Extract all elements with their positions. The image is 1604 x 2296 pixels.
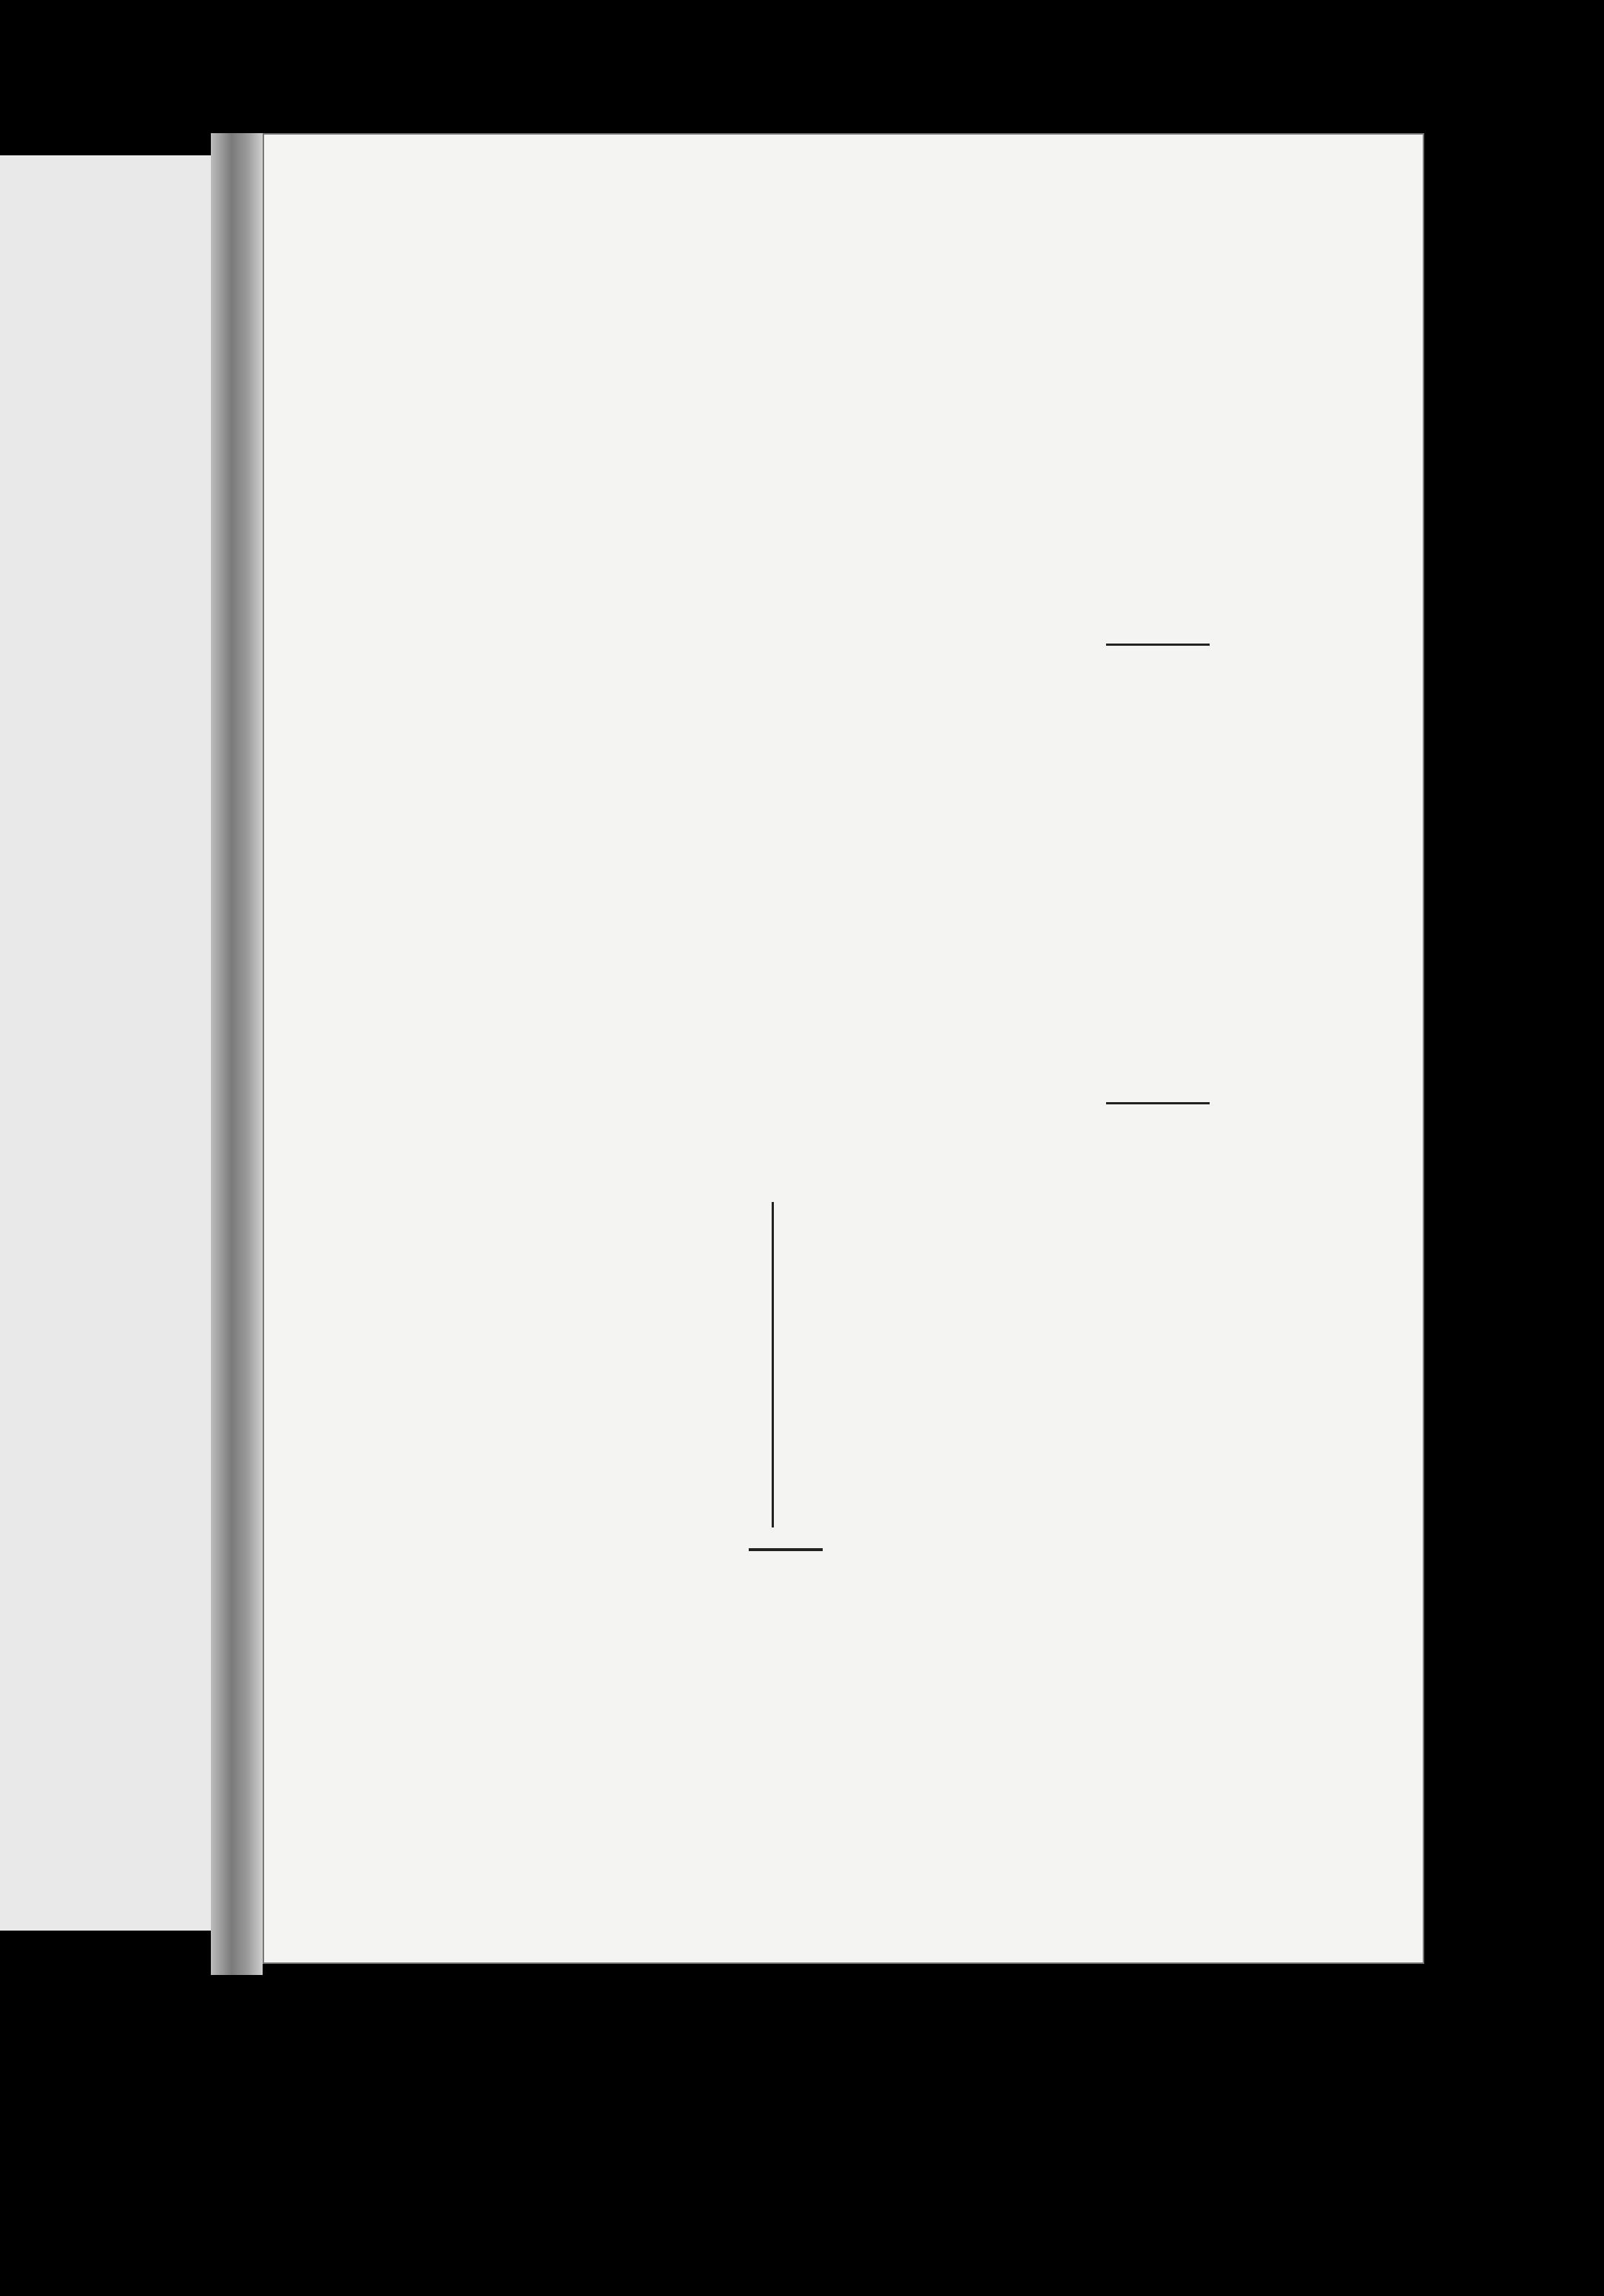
- section-divider: [749, 1548, 823, 1551]
- holdings-total-rule: [1106, 1102, 1210, 1104]
- page-21: [263, 133, 1424, 1964]
- left-page-fragment: [0, 155, 211, 1931]
- book-spine: [211, 133, 263, 1975]
- memo-column-divider: [772, 1202, 774, 1527]
- receipts-total-rule: [1106, 644, 1210, 646]
